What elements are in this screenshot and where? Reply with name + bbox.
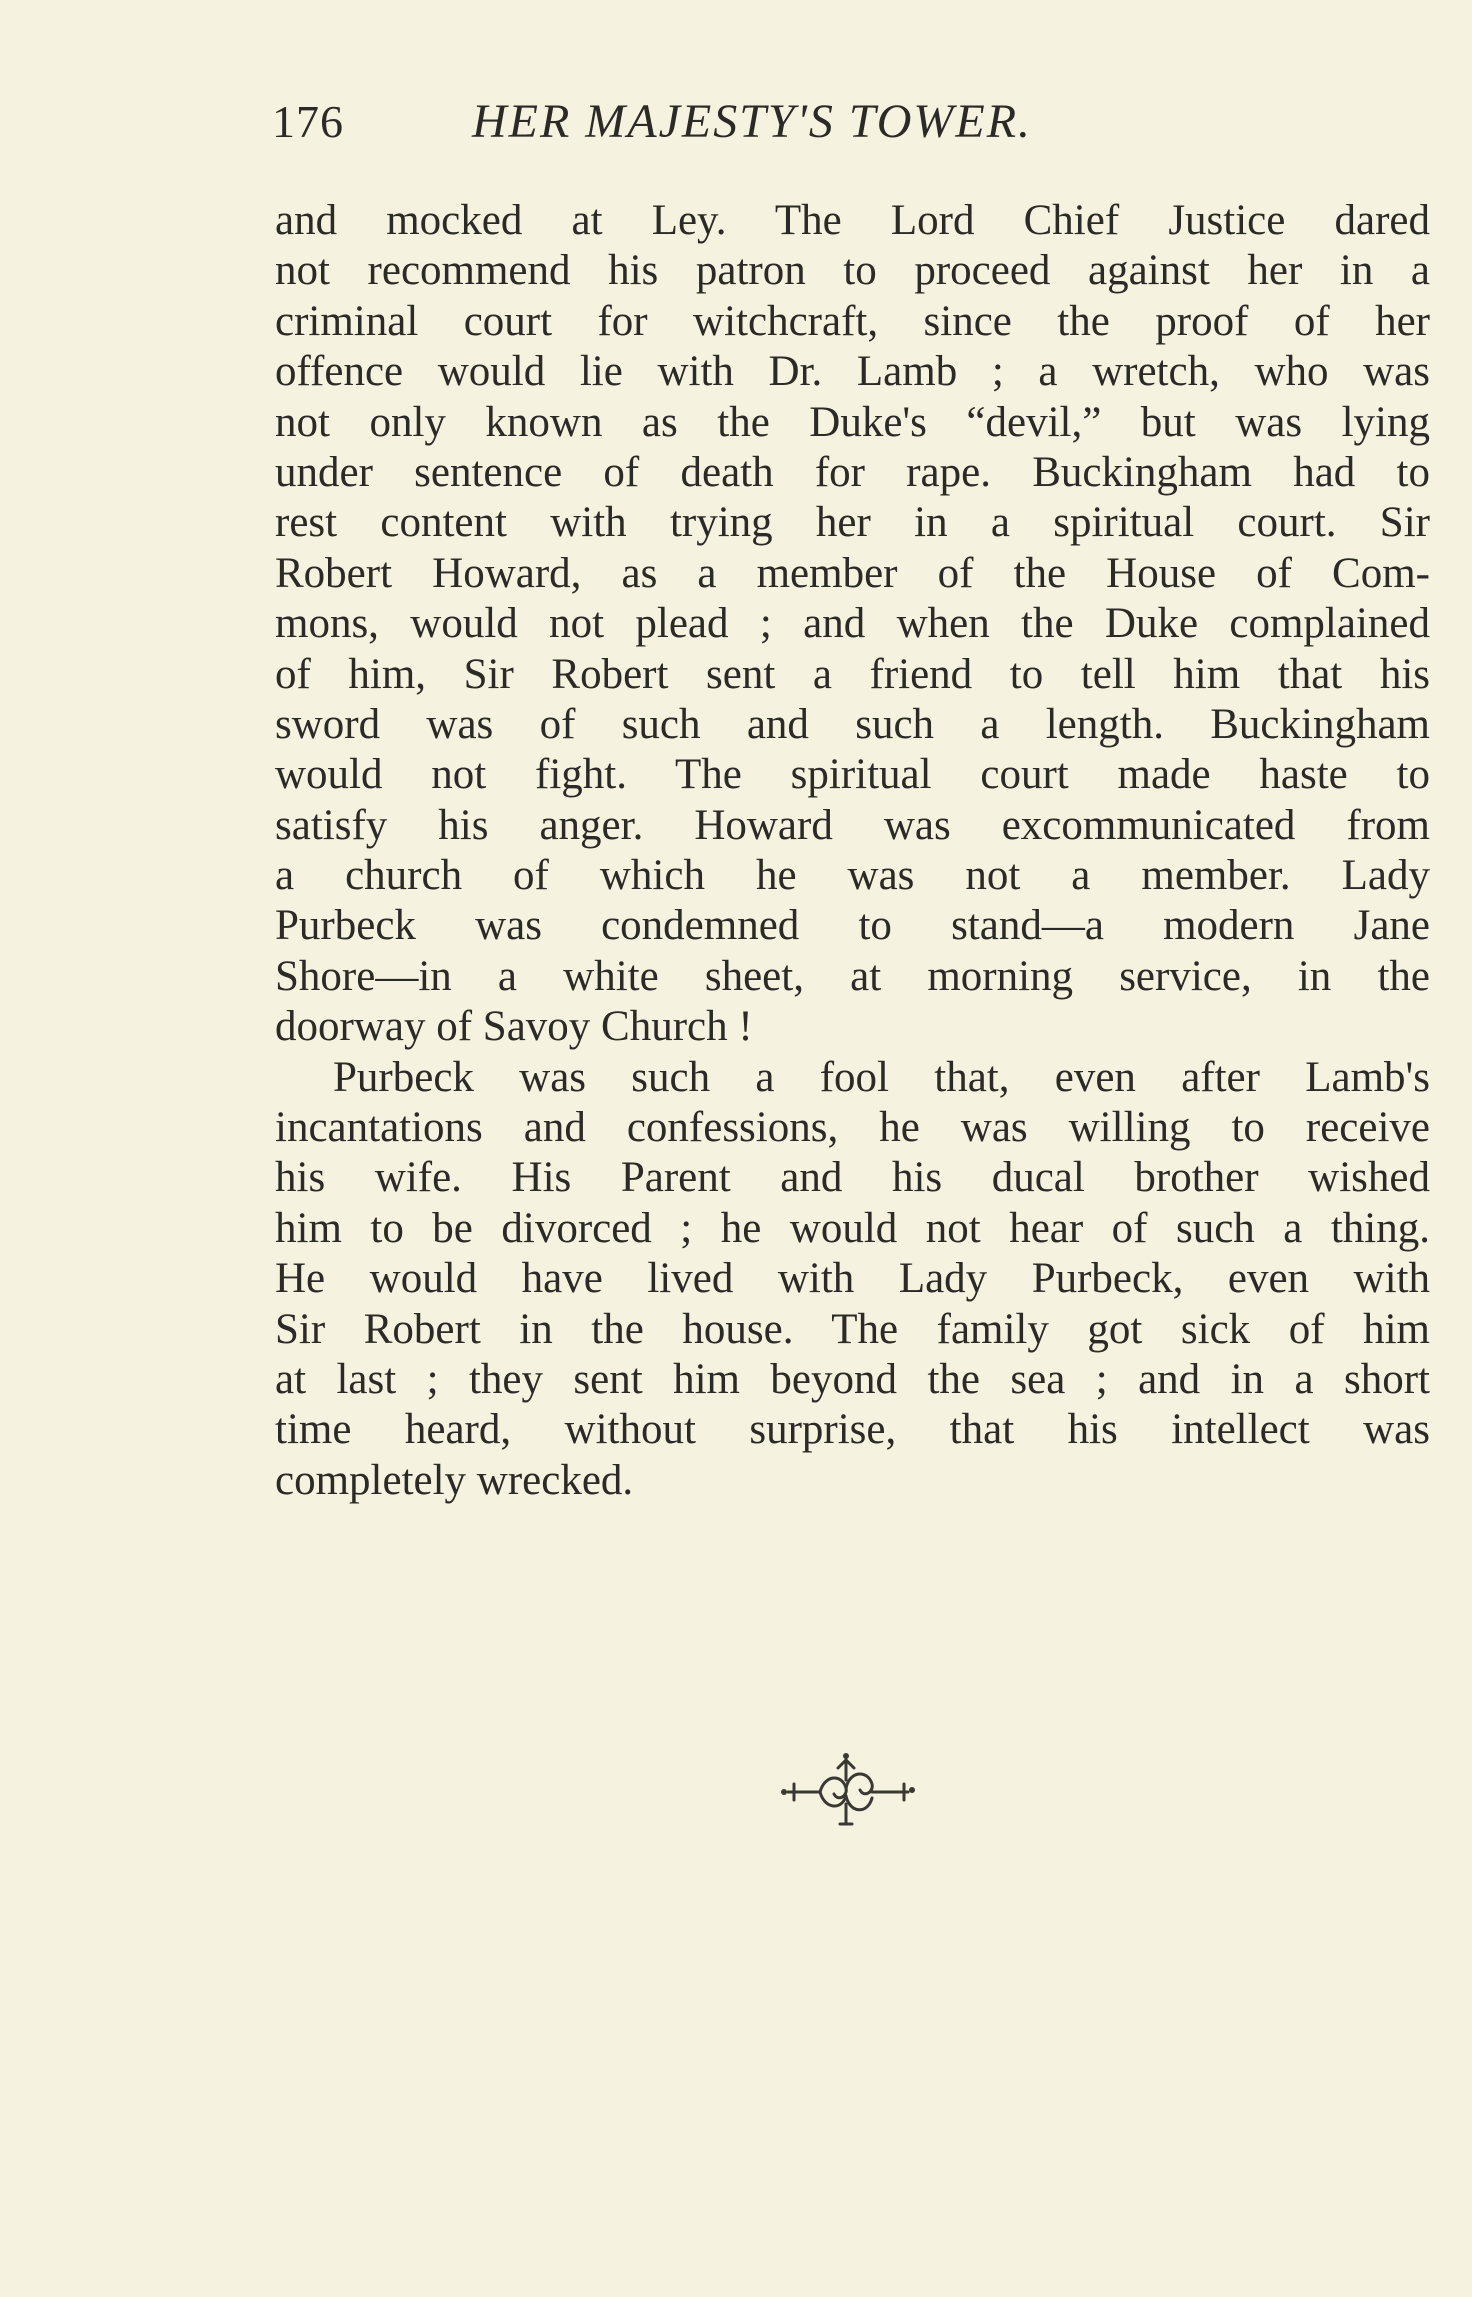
tailpiece-ornament-icon xyxy=(780,1740,920,1840)
paragraph-2 xyxy=(275,1053,1430,1507)
text-line: a church of which he was not a member. Lady xyxy=(275,852,1430,900)
running-head xyxy=(272,92,1432,162)
text-line: offence would lie with Dr. Lamb ; a wretch, who was xyxy=(275,348,1430,396)
text-line: Purbeck was such a fool that, even after Lamb's xyxy=(333,1053,1430,1101)
text-line: doorway of Savoy Church ! xyxy=(275,1003,753,1051)
page-number: 176 xyxy=(272,96,344,147)
text-line: Robert Howard, as a member of the House of Com- xyxy=(275,549,1430,597)
text-line: Sir Robert in the house. The family got sick of him xyxy=(275,1305,1430,1353)
text-line: He would have lived with Lady Purbeck, even with xyxy=(275,1255,1430,1303)
text-line: and mocked at Ley. The Lord Chief Justice dared xyxy=(275,197,1430,244)
text-line: mons, would not plead ; and when the Duke complained xyxy=(275,600,1430,648)
text-line: incantations and confessions, he was willing to receive xyxy=(275,1104,1430,1152)
text-line: at last ; they sent him beyond the sea ; and in a short xyxy=(275,1355,1430,1403)
text-line: would not fight. The spiritual court made haste to xyxy=(275,751,1430,799)
text-line: sword was of such and such a length. Buckingham xyxy=(275,700,1430,748)
paragraph-1 xyxy=(275,196,1430,1053)
text-line: not only known as the Duke's “devil,” but was lying xyxy=(275,398,1430,446)
text-line: Shore—in a white sheet, at morning service, in the xyxy=(275,952,1430,1000)
text-line: of him, Sir Robert sent a friend to tell him that his xyxy=(275,650,1430,698)
running-title: HER MAJESTY'S TOWER. xyxy=(472,95,1033,148)
text-line: him to be divorced ; he would not hear of such a thing. xyxy=(275,1204,1430,1252)
text-line: Purbeck was condemned to stand—a modern Jane xyxy=(275,902,1430,950)
text-line: satisfy his anger. Howard was excommunicated from xyxy=(275,801,1430,849)
text-line: completely wrecked. xyxy=(275,1456,634,1504)
text-line: not recommend his patron to proceed against her in a xyxy=(275,247,1430,295)
text-line: his wife. His Parent and his ducal brother wished xyxy=(275,1154,1430,1202)
text-line: rest content with trying her in a spiritual court. Sir xyxy=(275,499,1430,547)
text-line: time heard, without surprise, that his intellect was xyxy=(275,1406,1430,1454)
text-line: under sentence of death for rape. Buckingham had to xyxy=(275,448,1430,496)
text-line: criminal court for witchcraft, since the proof of her xyxy=(275,297,1430,345)
body-text xyxy=(275,196,1430,1506)
